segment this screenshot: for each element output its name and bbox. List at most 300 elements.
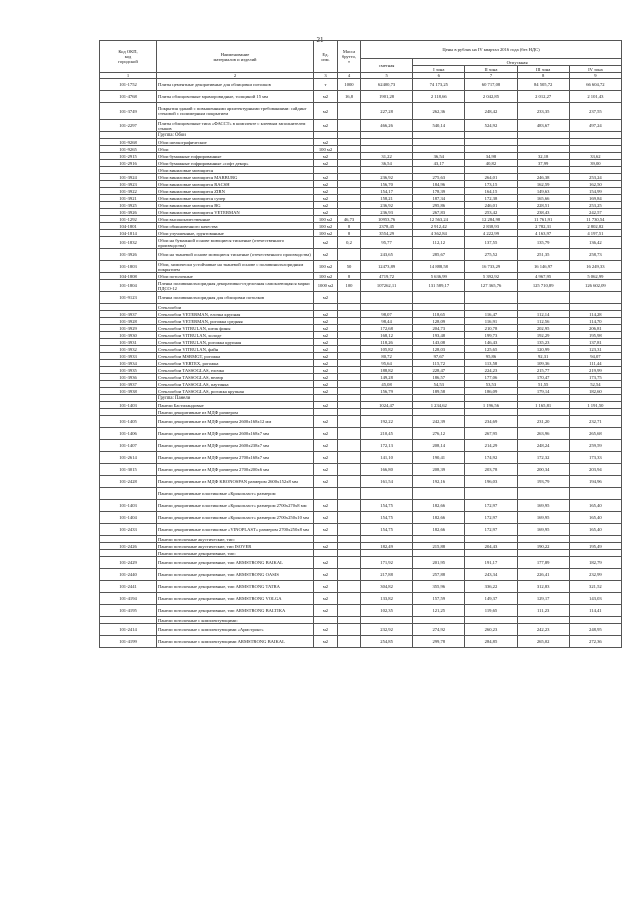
- code-cell: 101-2614: [100, 452, 157, 464]
- unit-cell: м2: [314, 139, 338, 146]
- table-row: [100, 332, 622, 339]
- table-row: [100, 325, 622, 332]
- price-cell: 4719,72: [361, 273, 413, 280]
- name-cell: Панели декоративные пластиковые «Кронопласт» размером 2700х250х10 мм: [157, 512, 314, 524]
- price-cell: [413, 139, 465, 146]
- mass-cell: [338, 139, 361, 146]
- unit-cell: [314, 304, 338, 311]
- price-cell: [517, 146, 569, 153]
- price-cell: 253,42: [465, 209, 517, 216]
- name-cell: Группа: Обои: [157, 132, 314, 139]
- price-cell: 540,14: [413, 120, 465, 132]
- price-cell: [361, 304, 413, 311]
- price-cell: 179,14: [517, 388, 569, 395]
- mass-cell: [338, 353, 361, 360]
- price-cell: 172,38: [465, 195, 517, 202]
- code-cell: 101-1404: [100, 512, 157, 524]
- unit-cell: м2: [314, 416, 338, 428]
- column-index: 1: [100, 73, 157, 79]
- table-row: [100, 428, 622, 440]
- price-cell: 143,08: [413, 339, 465, 346]
- table-row: [100, 237, 622, 249]
- price-cell: 165,40: [569, 524, 621, 536]
- unit-cell: м2: [314, 524, 338, 536]
- price-cell: [465, 536, 517, 543]
- price-cell: 248,24: [517, 440, 569, 452]
- name-cell: Панели потолочные декоративные, тип ARMSTRONG VOLGA: [157, 593, 314, 605]
- name-cell: Стеклообои TASSOGLAS, паутинка: [157, 381, 314, 388]
- column-index: 2: [157, 73, 314, 79]
- price-cell: 234,69: [465, 416, 517, 428]
- mass-cell: [338, 593, 361, 605]
- price-cell: 2 012,27: [517, 91, 569, 103]
- name-cell: Пленка поливинилхлоридная декоративно-отделочная самоклеющаяся марки ПДСО-12: [157, 280, 314, 292]
- unit-cell: м2: [314, 181, 338, 188]
- price-cell: 242,39: [413, 416, 465, 428]
- table-row: [100, 230, 622, 237]
- price-cell: 254,85: [361, 636, 413, 648]
- name-cell: Обои шелкографические: [157, 139, 314, 146]
- mass-cell: [338, 512, 361, 524]
- table-row: [100, 464, 622, 476]
- name-cell: Стеклообои VITRULAN, рогожка крупная: [157, 339, 314, 346]
- name-cell: Стеклообои VERTEX, рогожка: [157, 360, 314, 367]
- unit-cell: м2: [314, 464, 338, 476]
- table-row: [100, 617, 622, 624]
- price-cell: 141,10: [361, 452, 413, 464]
- price-cell: [361, 292, 413, 304]
- header-code: Код ОКП, код городской: [100, 41, 157, 73]
- unit-cell: м2: [314, 325, 338, 332]
- price-cell: 116,47: [465, 311, 517, 318]
- name-cell: Панели декоративные из МДФ размером 2700х168х7 мм: [157, 452, 314, 464]
- table-row: [100, 605, 622, 617]
- code-cell: 104-1801: [100, 223, 157, 230]
- price-cell: 227,28: [361, 103, 413, 120]
- unit-cell: м2: [314, 605, 338, 617]
- price-cell: 251,35: [517, 249, 569, 261]
- unit-cell: 100 м2: [314, 261, 338, 273]
- price-cell: 2 912,42: [413, 223, 465, 230]
- table-row: [100, 249, 622, 261]
- unit-cell: [314, 617, 338, 624]
- code-cell: 101-3931: [100, 339, 157, 346]
- mass-cell: [338, 557, 361, 569]
- price-cell: [413, 167, 465, 174]
- price-cell: 3554,29: [361, 230, 413, 237]
- price-cell: 182,66: [413, 500, 465, 512]
- name-cell: Панели потолочные декоративные, тип ARMSTRONG BALTIKA: [157, 605, 314, 617]
- unit-cell: м2: [314, 543, 338, 550]
- price-cell: 165,40: [569, 512, 621, 524]
- price-cell: [465, 146, 517, 153]
- price-cell: 14 888,58: [413, 261, 465, 273]
- mass-cell: [338, 339, 361, 346]
- price-cell: 118,65: [413, 311, 465, 318]
- price-cell: [413, 292, 465, 304]
- price-cell: 190,22: [517, 543, 569, 550]
- table-row: [100, 120, 622, 132]
- table-row: [100, 543, 622, 550]
- price-cell: 149,28: [361, 374, 413, 381]
- price-cell: 217,88: [361, 569, 413, 581]
- price-cell: 133,82: [361, 593, 413, 605]
- name-cell: Панели декоративные из МДФ размером: [157, 409, 314, 416]
- price-cell: 215,88: [413, 543, 465, 550]
- unit-cell: м2: [314, 353, 338, 360]
- price-cell: 146,43: [465, 339, 517, 346]
- code-cell: 101-2915: [100, 153, 157, 160]
- price-cell: [517, 167, 569, 174]
- price-cell: 16 249,33: [569, 261, 621, 273]
- code-cell: 101-2414: [100, 624, 157, 636]
- code-cell: 101-9268: [100, 139, 157, 146]
- code-cell: 101-2433: [100, 524, 157, 536]
- price-cell: 12473,89: [361, 261, 413, 273]
- code-cell: 101-1832: [100, 237, 157, 249]
- price-cell: 112,56: [517, 318, 569, 325]
- price-cell: 321,52: [569, 581, 621, 593]
- price-cell: 187,34: [413, 195, 465, 202]
- price-cell: 2 782,31: [517, 223, 569, 230]
- name-cell: Плиты облицовочные типа «ФАССТ» в комплекте с клеевым заполнителем стыков: [157, 120, 314, 132]
- unit-cell: м2: [314, 500, 338, 512]
- table-row: [100, 139, 622, 146]
- unit-cell: [314, 409, 338, 416]
- price-cell: 62400,73: [361, 79, 413, 91]
- column-index: 8: [517, 73, 569, 79]
- price-cell: 182,79: [569, 557, 621, 569]
- price-cell: 169,95: [517, 500, 569, 512]
- price-cell: 154,75: [361, 500, 413, 512]
- price-cell: 84 505,72: [517, 79, 569, 91]
- unit-cell: м2: [314, 476, 338, 488]
- price-cell: 304,82: [361, 581, 413, 593]
- column-index: 5: [361, 73, 413, 79]
- price-cell: 224,23: [465, 367, 517, 374]
- price-cell: 12 284,98: [465, 216, 517, 223]
- price-cell: 203,94: [569, 464, 621, 476]
- mass-cell: [338, 388, 361, 395]
- price-cell: 264,01: [465, 174, 517, 181]
- price-cell: 111,44: [569, 360, 621, 367]
- price-cell: 1 234,62: [413, 402, 465, 409]
- price-cell: 95,86: [465, 353, 517, 360]
- table-row: [100, 452, 622, 464]
- price-cell: 11 730,54: [569, 216, 621, 223]
- price-cell: [517, 292, 569, 304]
- price-cell: 182,49: [361, 543, 413, 550]
- page-number: 21: [316, 36, 324, 44]
- unit-cell: м2: [314, 249, 338, 261]
- mass-cell: 16,8: [338, 91, 361, 103]
- price-cell: 170,47: [517, 374, 569, 381]
- mass-cell: [338, 167, 361, 174]
- price-cell: 1901,28: [361, 91, 413, 103]
- name-cell: Обои бумажные гофрированные: [157, 153, 314, 160]
- price-cell: 232,92: [361, 624, 413, 636]
- mass-cell: [338, 174, 361, 181]
- unit-cell: м2: [314, 174, 338, 181]
- table-row: [100, 416, 622, 428]
- table-row: [100, 195, 622, 202]
- price-cell: [517, 132, 569, 139]
- price-cell: 162,50: [569, 181, 621, 188]
- mass-cell: [338, 416, 361, 428]
- table-row: [100, 374, 622, 381]
- price-cell: 143,03: [569, 593, 621, 605]
- price-cell: 192,29: [517, 332, 569, 339]
- table-row: [100, 153, 622, 160]
- price-cell: 4 967,95: [517, 273, 569, 280]
- mass-cell: [338, 160, 361, 167]
- unit-cell: м2: [314, 428, 338, 440]
- mass-cell: [338, 318, 361, 325]
- table-row: [100, 569, 622, 581]
- price-table: [99, 40, 622, 648]
- price-cell: 199,73: [465, 332, 517, 339]
- price-cell: [465, 488, 517, 500]
- price-cell: 193,79: [517, 476, 569, 488]
- code-cell: [100, 536, 157, 543]
- price-cell: 232,71: [569, 416, 621, 428]
- mass-cell: [338, 581, 361, 593]
- mass-cell: [338, 346, 361, 353]
- price-cell: 284,85: [465, 636, 517, 648]
- price-cell: [361, 536, 413, 543]
- price-cell: 5 636,99: [413, 273, 465, 280]
- price-cell: 215,77: [517, 367, 569, 374]
- price-cell: 232,99: [569, 569, 621, 581]
- unit-cell: 100 м2: [314, 146, 338, 153]
- price-cell: 336,22: [465, 581, 517, 593]
- price-cell: 195,49: [569, 543, 621, 550]
- table-row: [100, 402, 622, 409]
- mass-cell: [338, 617, 361, 624]
- price-cell: 524,92: [465, 120, 517, 132]
- unit-cell: м2: [314, 292, 338, 304]
- code-cell: 101-2297: [100, 120, 157, 132]
- price-cell: 156,70: [361, 181, 413, 188]
- mass-cell: [338, 536, 361, 543]
- price-cell: 102,35: [361, 605, 413, 617]
- code-cell: [100, 488, 157, 500]
- price-cell: 54,53: [413, 381, 465, 388]
- price-cell: 202,95: [517, 325, 569, 332]
- price-cell: 206,81: [569, 325, 621, 332]
- code-cell: 101-1803: [100, 261, 157, 273]
- price-cell: 60 717,08: [465, 79, 517, 91]
- header-zone-4: IV зона: [569, 66, 621, 73]
- mass-cell: [338, 304, 361, 311]
- unit-cell: т: [314, 79, 338, 91]
- price-cell: 154,17: [361, 188, 413, 195]
- price-cell: 169,95: [517, 512, 569, 524]
- mass-cell: [338, 332, 361, 339]
- code-cell: 101-3015: [100, 464, 157, 476]
- price-cell: 204,73: [413, 325, 465, 332]
- column-index: 9: [569, 73, 621, 79]
- price-cell: 260,23: [465, 624, 517, 636]
- price-cell: [517, 617, 569, 624]
- price-cell: 483,67: [517, 120, 569, 132]
- price-cell: 275,63: [413, 174, 465, 181]
- unit-cell: м2: [314, 237, 338, 249]
- name-cell: Панели декоративные из МДФ размером 2600х238х7 мм: [157, 440, 314, 452]
- price-cell: 172,97: [465, 500, 517, 512]
- price-cell: 98,07: [361, 311, 413, 318]
- price-cell: 128,03: [413, 346, 465, 353]
- table-row: [100, 209, 622, 216]
- code-cell: 101-1405: [100, 416, 157, 428]
- table-row: [100, 160, 622, 167]
- price-cell: 299,78: [413, 636, 465, 648]
- mass-cell: [338, 311, 361, 318]
- mass-cell: 46,73: [338, 216, 361, 223]
- price-cell: 4 222,99: [465, 230, 517, 237]
- price-cell: 136,42: [569, 237, 621, 249]
- price-cell: 203,78: [465, 464, 517, 476]
- code-cell: 101-3922: [100, 188, 157, 195]
- code-cell: 101-3921: [100, 195, 157, 202]
- price-cell: 177,89: [517, 557, 569, 569]
- header-zone-2: II зона: [465, 66, 517, 73]
- table-row: [100, 381, 622, 388]
- name-cell: Панели декоративные пластиковые «Кронопласт» размером 2700х270х8 мм: [157, 500, 314, 512]
- code-cell: 101-4194: [100, 593, 157, 605]
- price-cell: 193,48: [413, 332, 465, 339]
- unit-cell: м2: [314, 311, 338, 318]
- name-cell: Обои: [157, 146, 314, 153]
- name-cell: Панели декоративные из МДФ размером 2600х168х7 мм: [157, 428, 314, 440]
- price-cell: 157,59: [413, 593, 465, 605]
- code-cell: 101-9123: [100, 292, 157, 304]
- unit-cell: 100 м2: [314, 216, 338, 223]
- price-cell: 182,66: [413, 524, 465, 536]
- price-cell: 80,72: [361, 353, 413, 360]
- price-cell: [569, 550, 621, 557]
- table-row: [100, 103, 622, 120]
- price-cell: 208,14: [413, 440, 465, 452]
- price-cell: 2 101,43: [569, 91, 621, 103]
- name-cell: Панели потолочные с комплектующими «Армстронг»: [157, 624, 314, 636]
- price-cell: [361, 617, 413, 624]
- mass-cell: [338, 500, 361, 512]
- code-cell: 101-3929: [100, 325, 157, 332]
- table-row: [100, 280, 622, 292]
- price-cell: [465, 409, 517, 416]
- price-cell: 194,96: [569, 476, 621, 488]
- code-cell: 101-2426: [100, 543, 157, 550]
- price-cell: [465, 304, 517, 311]
- table-row: [100, 339, 622, 346]
- price-cell: 259,59: [569, 440, 621, 452]
- price-cell: [517, 536, 569, 543]
- price-cell: 253,25: [569, 202, 621, 209]
- code-cell: [100, 550, 157, 557]
- table-row: [100, 223, 622, 230]
- price-cell: 149,63: [517, 188, 569, 195]
- table-row: [100, 500, 622, 512]
- price-cell: [361, 488, 413, 500]
- name-cell: Стеклообои VITRULAN, файн: [157, 346, 314, 353]
- header-release: Отпускная: [413, 59, 622, 66]
- unit-cell: м2: [314, 440, 338, 452]
- price-cell: 173,33: [569, 452, 621, 464]
- price-cell: 5 392,92: [465, 273, 517, 280]
- price-cell: 253,24: [569, 174, 621, 181]
- price-cell: 231,20: [517, 416, 569, 428]
- mass-cell: [338, 195, 361, 202]
- table-row: [100, 353, 622, 360]
- price-cell: 262,36: [413, 103, 465, 120]
- price-cell: 165,40: [569, 500, 621, 512]
- price-cell: [361, 146, 413, 153]
- price-cell: [569, 395, 621, 402]
- price-cell: 135,79: [517, 237, 569, 249]
- price-cell: 97,67: [413, 353, 465, 360]
- code-cell: 101-9265: [100, 146, 157, 153]
- price-cell: 236,93: [361, 209, 413, 216]
- code-cell: 101-4768: [100, 91, 157, 103]
- table-row: [100, 132, 622, 139]
- price-cell: [413, 536, 465, 543]
- unit-cell: м2: [314, 381, 338, 388]
- price-cell: 32,18: [517, 153, 569, 160]
- table-row: [100, 261, 622, 273]
- code-cell: [100, 617, 157, 624]
- code-cell: 101-1292: [100, 216, 157, 223]
- code-cell: 101-3934: [100, 360, 157, 367]
- table-row: [100, 91, 622, 103]
- table-row: [100, 636, 622, 648]
- price-cell: 113,58: [465, 360, 517, 367]
- code-cell: 101-3937: [100, 311, 157, 318]
- price-cell: 195,98: [569, 332, 621, 339]
- price-cell: 192,16: [413, 476, 465, 488]
- code-cell: 101-3932: [100, 346, 157, 353]
- mass-cell: [338, 103, 361, 120]
- price-cell: 137,81: [569, 339, 621, 346]
- price-cell: 182,66: [413, 512, 465, 524]
- table-row: [100, 593, 622, 605]
- price-cell: 39,00: [569, 160, 621, 167]
- mass-cell: [338, 402, 361, 409]
- unit-cell: м2: [314, 339, 338, 346]
- price-cell: 5 062,99: [569, 273, 621, 280]
- price-cell: [569, 409, 621, 416]
- price-cell: 154,75: [361, 524, 413, 536]
- mass-cell: [338, 550, 361, 557]
- table-row: [100, 367, 622, 374]
- price-cell: 182,60: [569, 388, 621, 395]
- price-cell: 154,75: [361, 512, 413, 524]
- code-cell: 104-1808: [100, 273, 157, 280]
- price-cell: 2378,45: [361, 223, 413, 230]
- price-cell: 137,55: [465, 237, 517, 249]
- unit-cell: м2: [314, 624, 338, 636]
- price-cell: 1 196,56: [465, 402, 517, 409]
- code-cell: 101-3937: [100, 381, 157, 388]
- price-cell: 36,54: [413, 153, 465, 160]
- name-cell: Стеклообои VITRULAN, шелк фины: [157, 325, 314, 332]
- unit-cell: м2: [314, 367, 338, 374]
- code-cell: 101-3749: [100, 103, 157, 120]
- price-cell: 466,26: [361, 120, 413, 132]
- code-cell: 101-3928: [100, 318, 157, 325]
- mass-cell: [338, 132, 361, 139]
- mass-cell: [338, 476, 361, 488]
